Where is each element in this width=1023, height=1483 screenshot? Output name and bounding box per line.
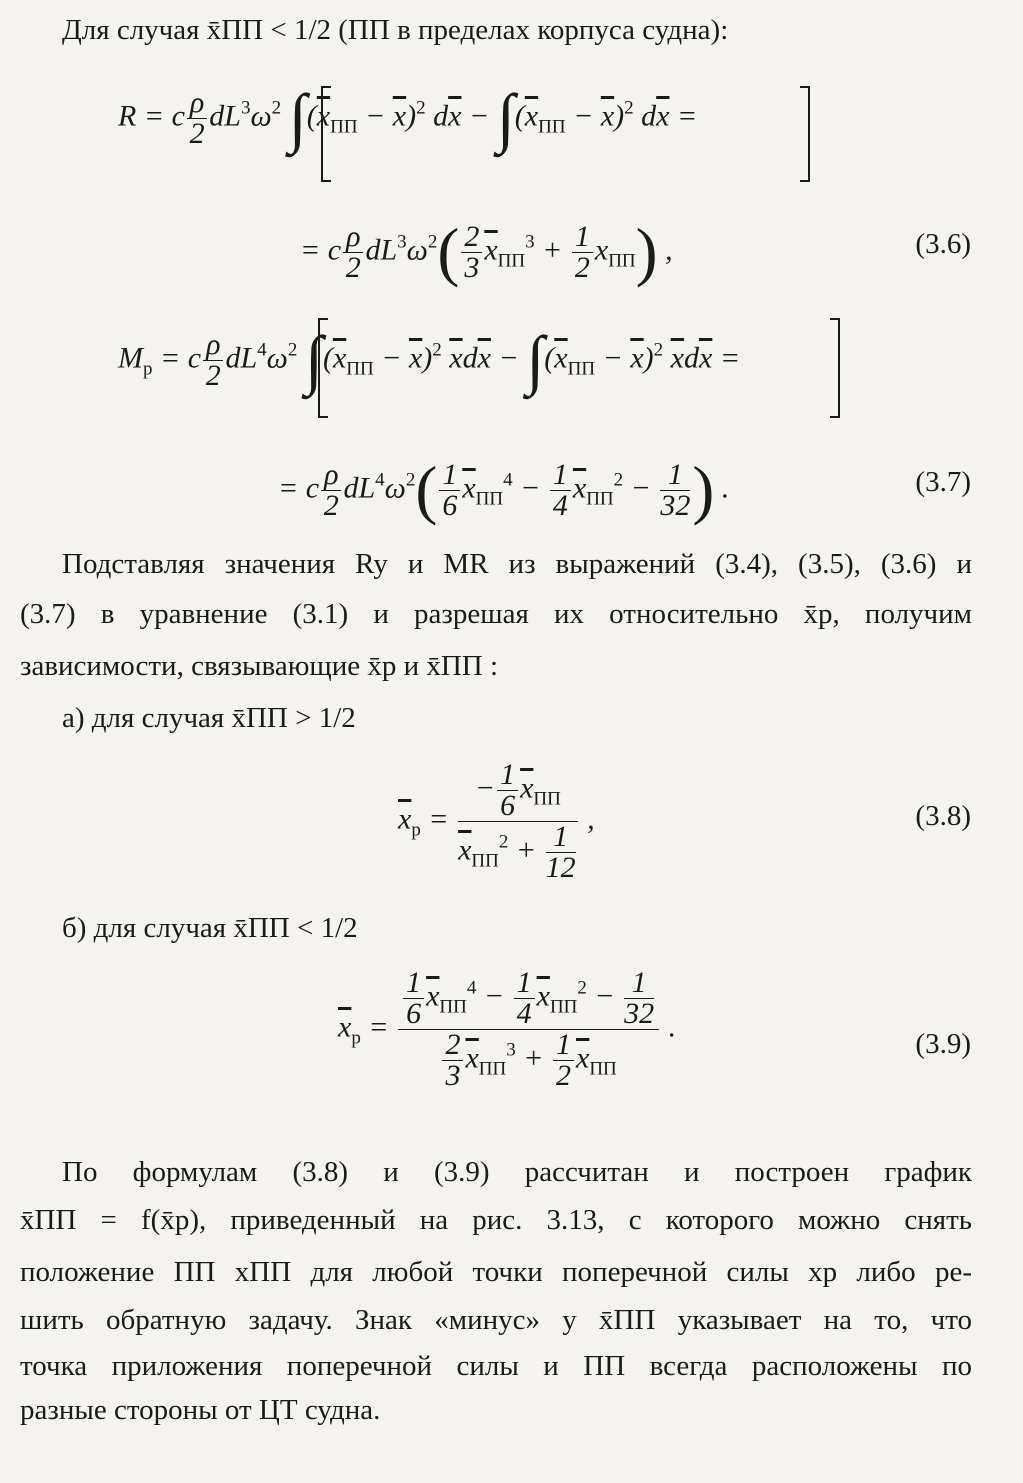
equation-3-9: $\overline{x}_р$ = $\frac{1}{6}$ $\overline{x}_{ПП}^4$ − $\frac{1}{4}$ $\overline{x}_{ПП}^2$ − $\frac{1}{32}$ $\frac{2}{3}$ $\overline{x}_{ПП}^3$ + $\frac{1}{2}$ $\overline{x}_{ПП}$ .	[338, 966, 677, 1092]
para1-line3: зависимости, связывающие x̄р и x̄ПП :	[20, 650, 499, 682]
para2-line4: шить обратную задачу. Знак «минус» у x̄ПП указывает на то, что	[20, 1304, 972, 1336]
case-a-label: а) для случая x̄ПП > 1/2	[62, 702, 356, 734]
para1-line2: (3.7) в уравнение (3.1) и разрешая их относительно x̄р, получим	[20, 598, 972, 630]
equation-R-line1: R = c $\frac{\rho}{2}$ $dL^3\omega^2$ $\int(\overline{x}_{ПП} - \overline{x})^2$ $d\overline{x} - \int(\overline{x}_{ПП} - \overline{x})^2$ $d\overline{x}$ =	[118, 81, 698, 155]
equation-M-line1: $M_p = c$ $\frac{\rho}{2}$ $dL^4\omega^2$ $\int(\overline{x}_{ПП} - \overline{x})^2$ $\overline{x}d\overline{x} - \int(\overline{x}_{ПП} - \overline{x})^2$ $\overline{x}d\overline{x}$ =	[118, 323, 741, 397]
intro-line: Для случая x̄ПП < 1/2 (ПП в пределах корпуса судна):	[62, 14, 729, 46]
para2-line1: По формулам (3.8) и (3.9) рассчитан и построен график	[62, 1156, 972, 1188]
case-b-label: б) для случая x̄ПП < 1/2	[62, 912, 358, 944]
eq-number-3-7: (3.7)	[915, 466, 971, 498]
para2-line3: положение ПП xПП для любой точки поперечной силы xр либо ре-	[20, 1256, 972, 1288]
para2-line6: разные стороны от ЦТ судна.	[20, 1394, 381, 1426]
eq-number-3-8: (3.8)	[915, 800, 971, 832]
eq-number-3-9: (3.9)	[915, 1028, 971, 1060]
para2-line2: x̄ПП = f(x̄р), приведенный на рис. 3.13, с которого можно снять	[20, 1204, 972, 1236]
para2-line5: точка приложения поперечной силы и ПП всегда расположены по	[20, 1350, 972, 1382]
equation-M-line2: = c $\frac{\rho}{2}$ $dL^4\omega^2$( $\frac{1}{6}$ $\overline{x}_{ПП}^4$ − $\frac{1}{4}$ $\overline{x}_{ПП}^2$ − $\frac{1}{32}$ ) .	[278, 453, 730, 527]
equation-3-8: $\overline{x}_р$ = − $\frac{1}{6}$ $\overline{x}_{ПП}$ $\overline{x}_{ПП}^2$ + $\frac{1}{12}$ ,	[398, 758, 595, 884]
equation-R-line2: = c $\frac{\rho}{2}$ $dL^3\omega^2$( $\frac{2}{3}$ $\overline{x}_{ПП}^3$ + $\frac{1}{2}$ $x_{ПП}$) ,	[300, 215, 673, 289]
eq-number-3-6: (3.6)	[915, 228, 971, 260]
para1-line1: Подставляя значения Ry и MR из выражений (3.4), (3.5), (3.6) и	[62, 548, 972, 580]
